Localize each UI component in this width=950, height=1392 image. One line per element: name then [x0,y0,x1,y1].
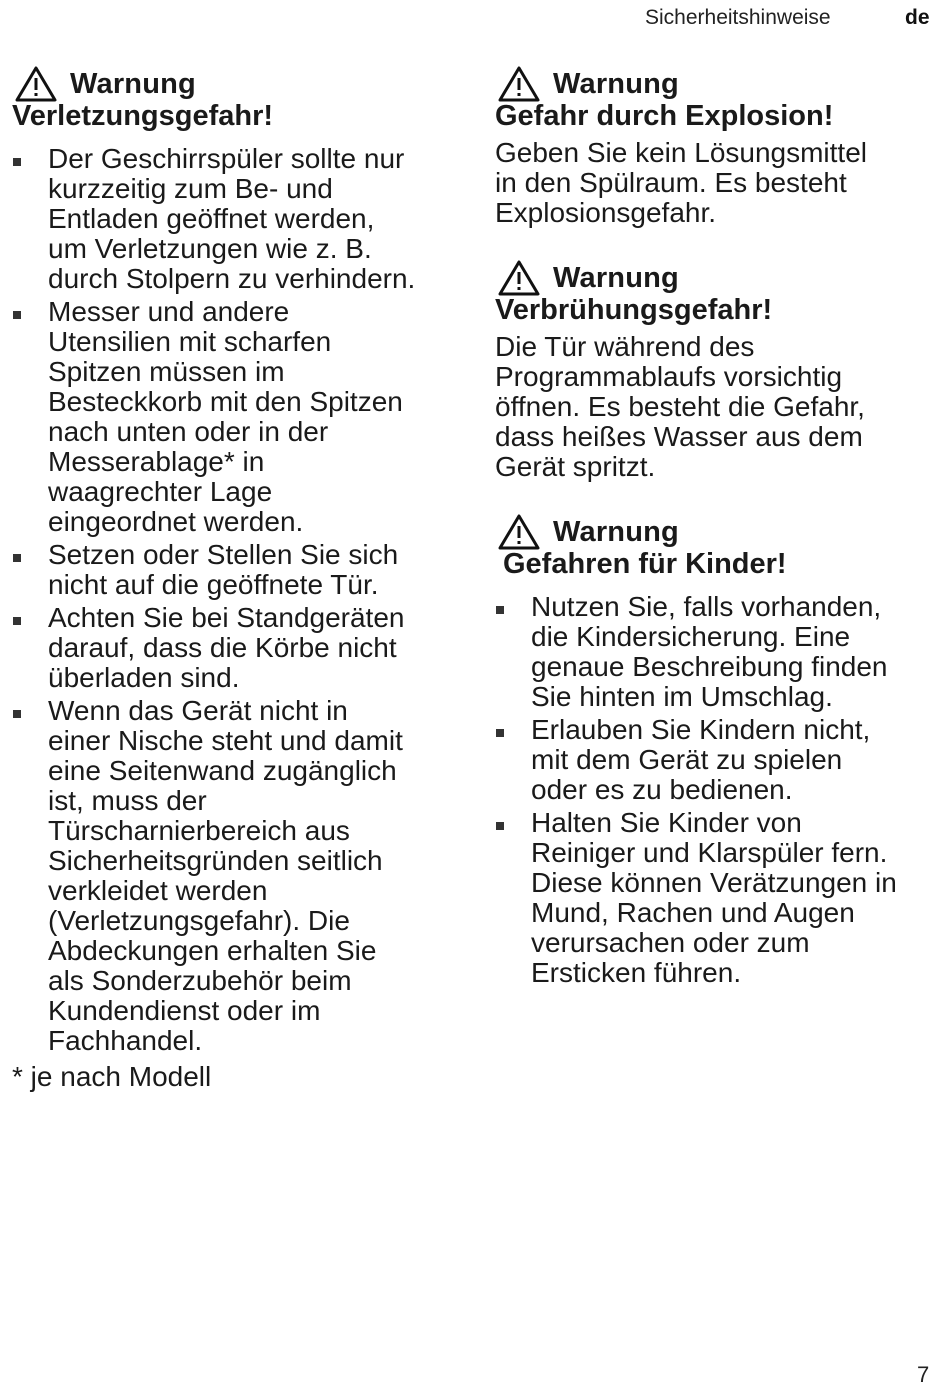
warning-title: Verbrühungsgefahr! [495,294,773,326]
square-bullet-icon [496,606,504,614]
square-bullet-icon [13,554,21,562]
square-bullet-icon [13,617,21,625]
right-column [495,62,935,991]
left-column [12,62,472,1092]
square-bullet-icon [496,729,504,737]
warning-triangle-icon [497,65,541,103]
warning-word: Warnung [553,67,679,100]
list-item-text: Der Geschirrspüler sollte nur kurzzeitig zum Be- und Entladen geöffnet werden, um Verletzungen wie z. B. durch Stolpern zu verhindern. [48,143,416,294]
footnote: * je nach Modell [12,1061,212,1092]
list-item-text: Setzen oder Stellen Sie sich nicht auf die geöffnete Tür. [48,539,399,600]
list-item [495,808,935,988]
warning-word: Warnung [70,67,196,100]
header-language-code: de [905,6,930,29]
warning-triangle-icon [497,513,541,551]
warning-triangle-icon [14,65,58,103]
warning-children-block [495,510,935,988]
list-item-text: Nutzen Sie, falls vorhanden, die Kindersicherung. Eine genaue Beschreibung finden Sie hinten im Umschlag. [531,591,888,712]
warning-injury-block [12,62,472,1056]
list-item-text: Wenn das Gerät nicht in einer Nische steht und damit eine Seitenwand zugänglich ist, muss der Türscharnierbereich aus Sicherheitsgründen seitlich verkleidet werden (Verletzungsgefahr). Die Abdeckungen erhalten Sie als Sonderzubehör beim Kundendienst oder im Fachhandel. [48,695,403,1056]
square-bullet-icon [496,822,504,830]
list-item [12,144,472,294]
list-item-text: Halten Sie Kinder von Reiniger und Klarspüler fern. Diese können Verätzungen in Mund, Rachen und Augen verursachen oder zum Ersticken führen. [531,807,897,988]
list-item-text: Erlauben Sie Kindern nicht, mit dem Gerät zu spielen oder es zu bedienen. [531,714,871,805]
list-item [495,592,935,712]
warning-word: Warnung [553,261,679,294]
list-item-text: Achten Sie bei Standgeräten darauf, dass die Körbe nicht überladen sind. [48,602,405,693]
list-item [495,715,935,805]
page-number: 7 [917,1362,930,1387]
list-item [12,696,472,1056]
warning-text: Die Tür während des Programmablaufs vorsichtig öffnen. Es besteht die Gefahr, dass heißes Wasser aus dem Gerät spritzt. [495,331,865,482]
bullet-list [495,592,935,988]
square-bullet-icon [13,311,21,319]
list-item-text: Messer und andere Utensilien mit scharfen Spitzen müssen im Besteckkorb mit den Spitzen nach unten oder in der Messerablage* in waagrechter Lage eingeordnet werden. [48,296,403,537]
warning-title: Gefahr durch Explosion! [495,100,834,132]
warning-word: Warnung [553,515,679,548]
list-item [12,603,472,693]
list-item [12,540,472,600]
warning-title: Gefahren für Kinder! [503,548,787,580]
warning-title: Verletzungsgefahr! [12,100,274,132]
warning-triangle-icon [497,259,541,297]
warning-scald-block [495,256,935,482]
warning-explosion-block [495,62,935,228]
warning-text: Geben Sie kein Lösungsmittel in den Spülraum. Es besteht Explosionsgefahr. [495,137,867,228]
list-item [12,297,472,537]
bullet-list [12,144,472,1056]
header-section-title: Sicherheitshinweise [645,6,831,29]
square-bullet-icon [13,710,21,718]
square-bullet-icon [13,158,21,166]
